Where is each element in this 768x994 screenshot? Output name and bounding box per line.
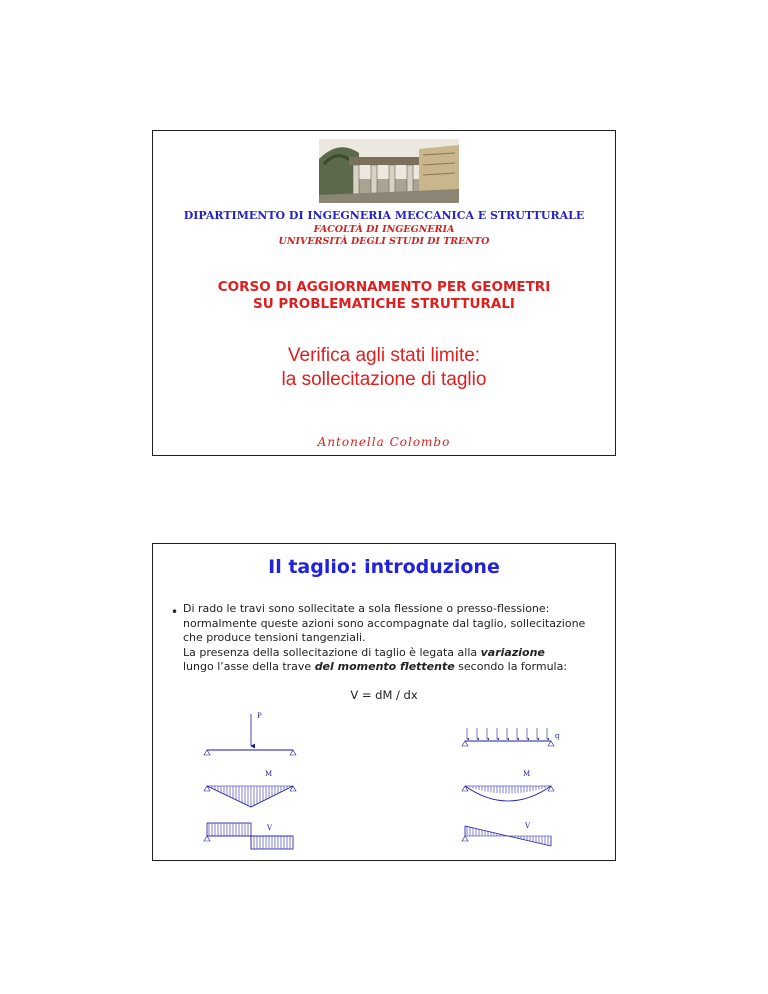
course-title	[153, 279, 615, 313]
faculty-name: FACOLTÀ DI INGEGNERIA	[313, 224, 455, 235]
support-icon	[462, 741, 468, 746]
shear-intro-slide	[152, 543, 616, 861]
load-label-q: q	[555, 732, 560, 740]
department-name: DIPARTIMENTO DI INGEGNERIA MECCANICA E STRUTTURALE	[183, 209, 585, 222]
moment-emphasis: del momento flettente	[314, 660, 455, 673]
title-line-2: la sollecitazione di taglio	[281, 369, 487, 390]
paragraph-line-3a: lungo l’asse della trave	[183, 660, 315, 673]
course-line-1: CORSO DI AGGIORNAMENTO PER GEOMETRI	[217, 279, 551, 295]
author-name: Antonella Colombo	[317, 435, 451, 449]
course-line-2: SU PROBLEMATICHE STRUTTURALI	[253, 296, 515, 312]
presentation-title	[153, 344, 615, 392]
title-line-1: Verifica agli stati limite:	[287, 345, 481, 366]
moment-diagram-right	[467, 786, 548, 793]
load-label-p: P	[257, 712, 262, 720]
beam-diagrams	[153, 704, 617, 854]
faculty-block	[153, 224, 615, 248]
shear-label-right: V	[525, 822, 531, 830]
paragraph-line-1: Di rado le travi sono sollecitate a sola flessione o presso-flessione: normalmente queste azioni sono accompagnate dal taglio, sollecitazione che produce tensioni tangenziali.	[183, 602, 586, 644]
campus-building-photo	[319, 139, 459, 203]
moment-diagram-left	[209, 786, 290, 807]
support-icon	[204, 750, 210, 755]
support-icon	[462, 836, 468, 841]
intro-paragraph	[183, 602, 603, 675]
support-icon	[548, 741, 554, 746]
point-load-diagram	[204, 712, 296, 849]
support-icon	[204, 836, 210, 841]
bullet-marker: •	[171, 605, 179, 619]
support-icon	[548, 786, 554, 791]
university-name: UNIVERSITÀ DEGLI STUDI DI TRENTO	[278, 236, 490, 247]
moment-label-right: M	[523, 770, 531, 778]
shear-formula: V = dM / dx	[350, 688, 418, 702]
moment-label-left: M	[265, 770, 273, 778]
support-icon	[462, 786, 468, 791]
shear-label-left: V	[267, 824, 273, 832]
paragraph-line-2a: La presenza della sollecitazione di taglio è legata alla	[183, 645, 481, 659]
variation-emphasis: variazione	[480, 645, 545, 659]
distributed-load-diagram	[462, 728, 560, 846]
support-icon	[290, 750, 296, 755]
title-slide	[152, 130, 616, 456]
slide-title: Il taglio: introduzione	[268, 556, 500, 578]
distributed-load-arrows	[467, 728, 547, 739]
paragraph-line-3c: secondo la formula:	[454, 660, 568, 673]
